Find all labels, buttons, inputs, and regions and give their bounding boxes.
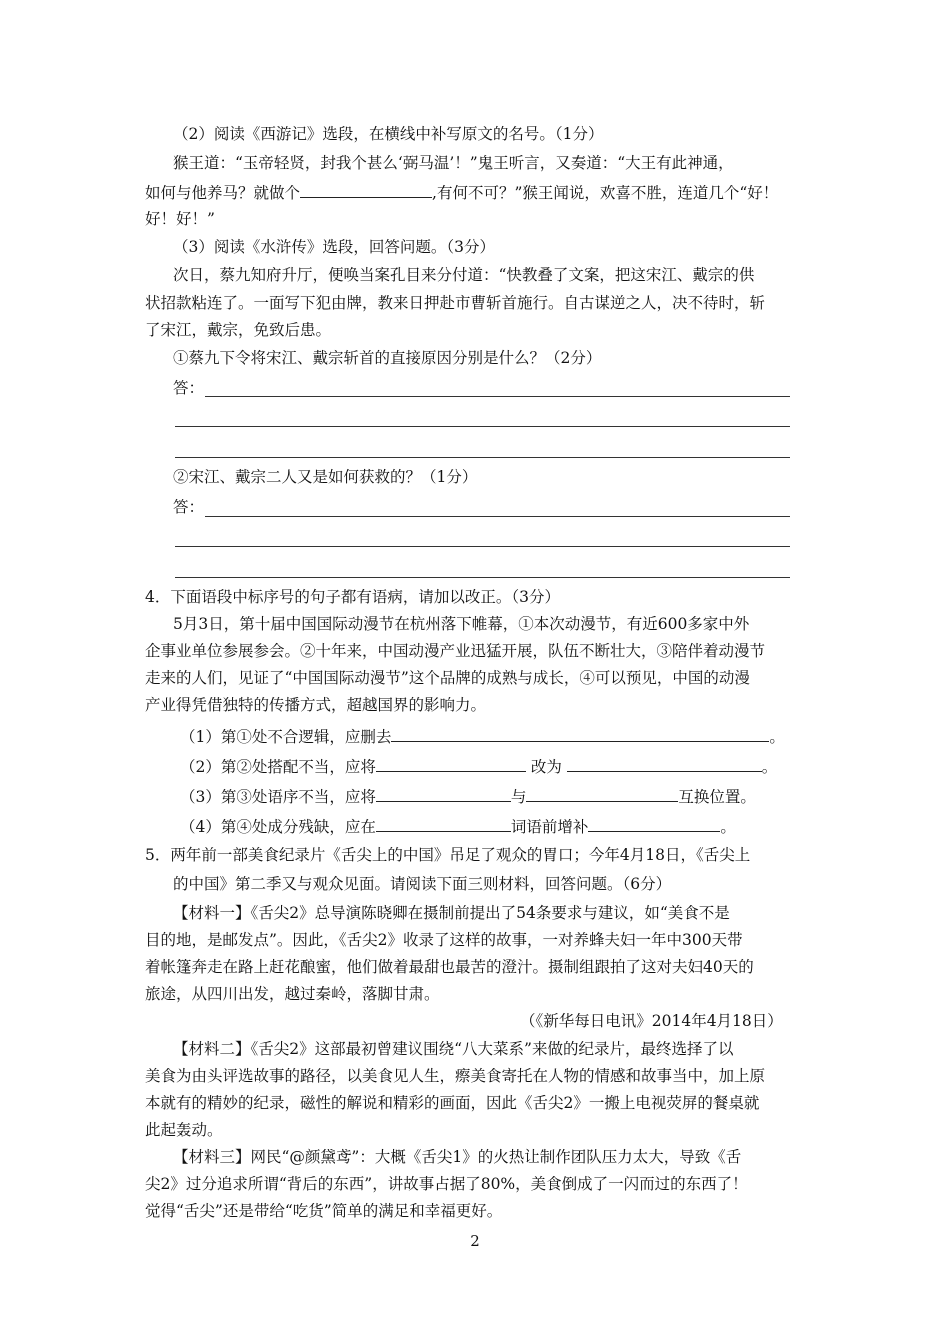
q5-material2-line1: 【材料二】《舌尖2》这部最初曾建议围绕“八大菜系”来做的纪录片，最终选择了以 — [173, 1040, 734, 1058]
q5-title-line1: 5．两年前一部美食纪录片《舌尖上的中国》吊足了观众的胃口；今年4月18日，《舌尖上 — [145, 846, 751, 864]
answer-blank[interactable] — [588, 816, 720, 832]
answer-blank[interactable] — [567, 756, 762, 772]
q3-3-line3: 了宋江，戴宗，免致后患。 — [145, 321, 332, 339]
q3-2-title: （2）阅读《西游记》选段，在横线中补写原文的名号。（1分） — [173, 125, 604, 143]
answer-blank[interactable] — [526, 786, 678, 802]
q4-para-line4: 产业得凭借独特的传播方式，超越国界的影响力。 — [145, 696, 487, 714]
q4-sub3-text: （3）第③处语序不当，应将 — [180, 788, 376, 806]
q3-3-title: （3）阅读《水浒传》选段，回答问题。（3分） — [173, 238, 495, 256]
q4-sub2-end: 。 — [761, 758, 778, 776]
answer-blank[interactable] — [300, 182, 432, 198]
q3-3-line1: 次日，蔡九知府升厅，便唤当案孔目来分付道：“快教叠了文案，把这宋江、戴宗的供 — [173, 266, 755, 284]
q4-sub4-end: 。 — [720, 818, 736, 836]
q4-para-line3: 走来的人们，见证了“中国国际动漫节”这个品牌的成熟与成长，④可以预见，中国的动漫 — [145, 669, 750, 687]
q5-material3-line1: 【材料三】网民“@颜黛鸢”：大概《舌尖1》的火热让制作团队压力太大，导致《舌 — [173, 1148, 742, 1166]
answer-line[interactable] — [175, 457, 790, 458]
answer-label-1: 答： — [173, 379, 205, 397]
q4-sub2-mid: 改为 — [530, 758, 562, 776]
answer-line[interactable] — [205, 516, 790, 517]
q3-3-sub2: ②宋江、戴宗二人又是如何获救的？（1分） — [173, 468, 478, 486]
q5-material2-line3: 本就有的精妙的纪录，磁性的解说和精彩的画面，因此《舌尖2》一搬上电视荧屏的餐桌就 — [145, 1094, 760, 1112]
q4-sub1-end: 。 — [769, 728, 785, 746]
q5-material2-line4: 此起轰动。 — [145, 1121, 223, 1139]
q5-material2-line2: 美食为由头评选故事的路径，以美食见人生，瘵美食寄托在人物的情感和故事当中，加上原 — [145, 1067, 766, 1085]
q5-material1-line3: 着帐篷奔走在路上赶花酿蜜，他们做着最甜也最苦的澄汁。摄制组跟拍了这对夫妇40天的 — [145, 958, 754, 976]
q4-sub2-text: （2）第②处搭配不当，应将 — [180, 758, 376, 776]
answer-blank[interactable] — [391, 726, 769, 742]
answer-line[interactable] — [205, 396, 790, 397]
page-number: 2 — [470, 1232, 480, 1250]
answer-label-2: 答： — [173, 498, 205, 516]
q3-2-line3: 好！好！” — [145, 210, 215, 228]
q5-material1-line4: 旅途，从四川出发，越过秦岭，落脚甘肃。 — [145, 985, 440, 1003]
q4-sub2 — [180, 756, 777, 777]
q5-material1-line2: 目的地，是邮发点”。因此，《舌尖2》收录了这样的故事，一对养蜂夫妇一年中300天带 — [145, 931, 743, 949]
q4-para-line1: 5月3日，第十届中国国际动漫节在杭州落下帷幕，①本次动漫节，有近600多家中外 — [173, 615, 750, 633]
answer-blank[interactable] — [376, 816, 511, 832]
q4-para-line2: 企事业单位参展参会。②十年来，中国动漫产业迅猛开展，队伍不断壮大，③陪伴着动漫节 — [145, 642, 766, 660]
answer-line[interactable] — [175, 426, 790, 427]
q4-sub3-mid: 与 — [510, 788, 527, 806]
q4-sub1-text: （1）第①处不合逻辑，应删去 — [180, 728, 392, 746]
q5-material1-line1: 【材料一】《舌尖2》总导演陈晓卿在摄制前提出了54条要求与建议，如“美食不是 — [173, 904, 730, 922]
answer-line[interactable] — [175, 577, 790, 578]
q4-sub3-end: 互换位置。 — [678, 788, 756, 806]
q4-sub1 — [180, 726, 785, 747]
answer-blank[interactable] — [376, 756, 526, 772]
q3-3-line2: 状招款粘连了。一面写下犯由牌，教来日押赴市曹斩首施行。自古谋逆之人，决不待时，斩 — [145, 294, 766, 312]
q5-material3-line2: 尖2》过分追求所谓“背后的东西”，讲故事占据了80%，美食倒成了一闪而过的东西了！ — [145, 1175, 748, 1193]
q4-title: 4．下面语段中标序号的句子都有语病，请加以改正。（3分） — [145, 588, 560, 606]
q3-2-line2-a: 如何与他养马？就做个 — [145, 184, 301, 202]
q5-material3-line3: 觉得“舌尖”还是带给“吃货”简单的满足和幸福更好。 — [145, 1202, 503, 1220]
q4-sub3 — [180, 786, 756, 807]
q3-3-sub1: ①蔡九下令将宋江、戴宗斩首的直接原因分别是什么？（2分） — [173, 349, 602, 367]
q5-title-line2: 的中国》第二季又与观众见面。请阅读下面三则材料，回答问题。（6分） — [173, 875, 672, 893]
q4-sub4-text: （4）第④处成分残缺，应在 — [180, 818, 376, 836]
q5-material1-source: （《新华每日电讯》2014年4月18日） — [520, 1012, 783, 1030]
q3-2-line2 — [145, 182, 778, 203]
q4-sub4 — [180, 816, 736, 837]
q3-2-line1: 猴王道：“玉帝轻贤，封我个甚么‘弼马温’！”鬼王听言，又奏道：“大王有此神通， — [173, 154, 734, 172]
answer-blank[interactable] — [376, 786, 511, 802]
answer-line[interactable] — [175, 546, 790, 547]
q4-sub4-mid: 词语前增补 — [510, 818, 589, 836]
q3-2-line2-b: ,有何不可？”猴王闻说，欢喜不胜，连道几个“好！ — [432, 184, 779, 202]
